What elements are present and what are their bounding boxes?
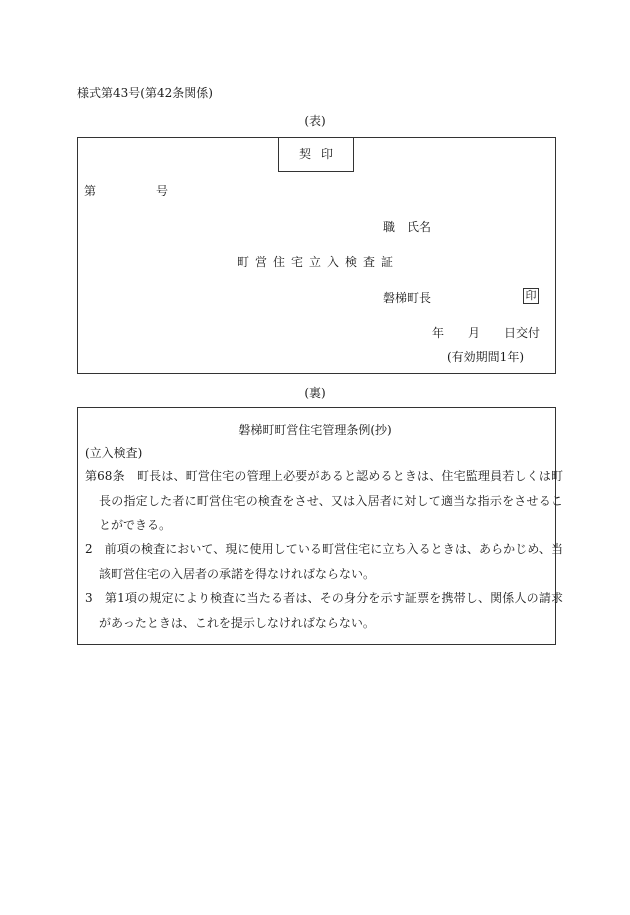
certificate-number-suffix: 号 [156,184,169,198]
paragraph-2-text: 2 前項の検査において、現に使用している町営住宅に立ち入るときは、あらかじめ、当該町営住宅の入居者の承諾を得なければならない。 [85,542,563,581]
front-side-label: (表) [304,114,326,128]
paragraph-3-text: 3 第1項の規定により検査に当たる者は、その身分を示す証票を携帯し、関係人の請求があったときは、これを提示しなければならない。 [85,591,563,630]
clause-heading: (立入検査) [85,446,143,460]
article-68-text: 第68条 町長は、町営住宅の管理上必要があると認めるときは、住宅監理員若しくは町長の指定した者に町営住宅の検査をさせ、又は入居者に対して適当な指示をさせることができる。 [85,469,563,532]
issue-date-label: 年 月 日交付 [432,326,541,340]
back-side-label: (裏) [304,386,326,400]
validity-note: (有効期間1年) [447,350,524,364]
ordinance-title: 磐梯町町営住宅管理条例(抄) [238,423,392,437]
split-seal-box: 契印 [278,137,354,172]
certificate-title: 町営住宅立入検査証 [236,255,399,269]
seal-mark-icon: 印 [523,288,539,304]
form-number: 様式第43号(第42条関係) [77,86,213,100]
certificate-number-label: 第 [84,184,97,198]
position-name-label: 職 氏名 [383,220,432,234]
issuer-name: 磐梯町長 [383,291,432,305]
